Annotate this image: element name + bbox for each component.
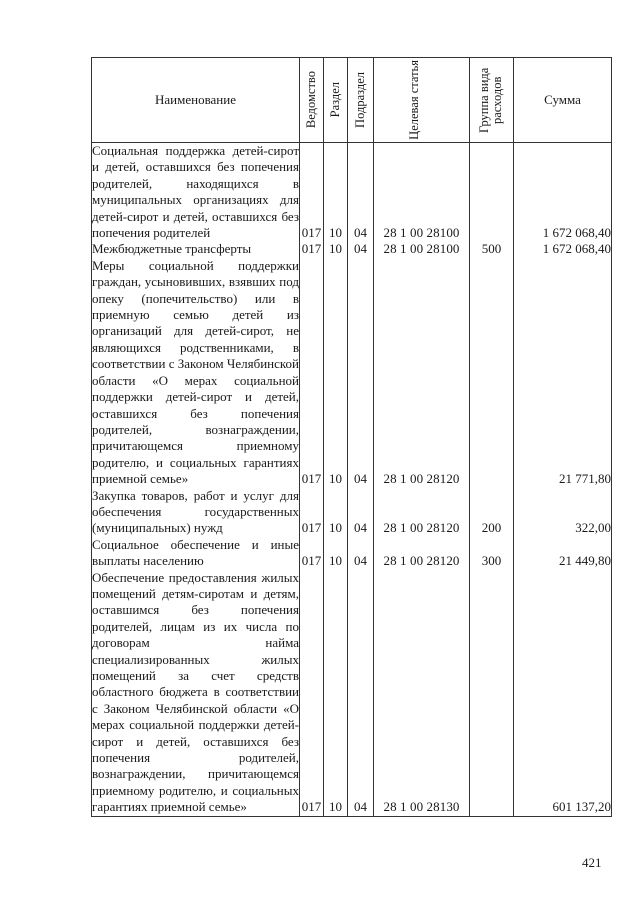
row-department: 017 — [300, 258, 324, 488]
table-row — [92, 241, 612, 257]
row-expense-group: 200 — [470, 488, 514, 537]
row-amount: 601 137,20 — [514, 570, 612, 817]
row-target-article: 28 1 00 28120 — [374, 258, 470, 488]
row-target-article: 28 1 00 28120 — [374, 488, 470, 537]
row-target-article: 28 1 00 28130 — [374, 570, 470, 817]
header-target-article: Целевая статья — [374, 58, 470, 143]
row-section: 10 — [324, 488, 348, 537]
row-name: Обеспечение предоставления жилых помещений детям-сиротам и детям, оставшимся без попечения родителей, лицам из их числа по договорам найма специализированных жилых помещений за счет средств областного бюджета в соответствии с Законом Челябинской области «О мерах социальной поддержки детей-сирот и детей, оставшихся без попечения родителей, вознаграждении, причитающемся приемному родителю, и социальных гарантиях приемной семье» — [92, 569, 299, 815]
row-name: Меры социальной поддержки граждан, усыновивших, взявших под опеку (попечительство) или в приемную семью детей из организаций для детей-сирот, не являющихся родственниками, в соответствии с Законом Челябинской области «О мерах социальной поддержки детей-сирот и детей, оставшихся без попечения родителей, вознаграждении, причитающемся приемному родителю, и социальных гарантиях приемной семье» — [92, 257, 299, 487]
row-target-article: 28 1 00 28100 — [374, 143, 470, 242]
row-section: 10 — [324, 143, 348, 242]
table-row — [92, 537, 612, 570]
table-row — [92, 570, 612, 817]
row-section: 10 — [324, 570, 348, 817]
budget-table — [91, 57, 612, 817]
header-name: Наименование — [92, 58, 300, 143]
header-section: Раздел — [324, 58, 348, 143]
row-department: 017 — [300, 241, 324, 257]
row-name: Межбюджетные трансферты — [92, 241, 300, 257]
row-department: 017 — [300, 488, 324, 537]
table-header-row — [92, 58, 612, 143]
row-expense-group: 500 — [470, 241, 514, 257]
row-name: Закупка товаров, работ и услуг для обеспечения государственных (муниципальных) нужд — [92, 487, 299, 536]
header-subsection: Подраздел — [348, 58, 374, 143]
row-target-article: 28 1 00 28100 — [374, 241, 470, 257]
row-subsection: 04 — [348, 537, 374, 570]
row-section: 10 — [324, 537, 348, 570]
page-number: 421 — [582, 855, 602, 870]
table-row — [92, 488, 612, 537]
row-subsection: 04 — [348, 241, 374, 257]
row-department: 017 — [300, 143, 324, 242]
row-section: 10 — [324, 241, 348, 257]
table-row — [92, 143, 612, 242]
row-section: 10 — [324, 258, 348, 488]
row-department: 017 — [300, 537, 324, 570]
header-expense-group: Группа вида расходов — [470, 58, 514, 143]
row-name: Социальная поддержка детей-сирот и детей, оставшихся без попечения родителей, находящихся в муниципальных организациях для детей-сирот и детей, оставшихся без попечения родителей — [92, 143, 299, 241]
row-expense-group — [470, 143, 514, 242]
row-amount: 1 672 068,40 — [514, 143, 612, 242]
row-amount: 21 771,80 — [514, 258, 612, 488]
row-name: Социальное обеспечение и иные выплаты населению — [92, 536, 299, 569]
header-department: Ведомство — [300, 58, 324, 143]
row-amount: 21 449,80 — [514, 537, 612, 570]
table-row — [92, 258, 612, 488]
row-subsection: 04 — [348, 258, 374, 488]
row-amount: 1 672 068,40 — [514, 241, 612, 257]
header-amount: Сумма — [514, 58, 612, 143]
row-subsection: 04 — [348, 488, 374, 537]
row-department: 017 — [300, 570, 324, 817]
row-expense-group — [470, 258, 514, 488]
row-target-article: 28 1 00 28120 — [374, 537, 470, 570]
row-subsection: 04 — [348, 143, 374, 242]
row-subsection: 04 — [348, 570, 374, 817]
row-expense-group — [470, 570, 514, 817]
row-amount: 322,00 — [514, 488, 612, 537]
row-expense-group: 300 — [470, 537, 514, 570]
